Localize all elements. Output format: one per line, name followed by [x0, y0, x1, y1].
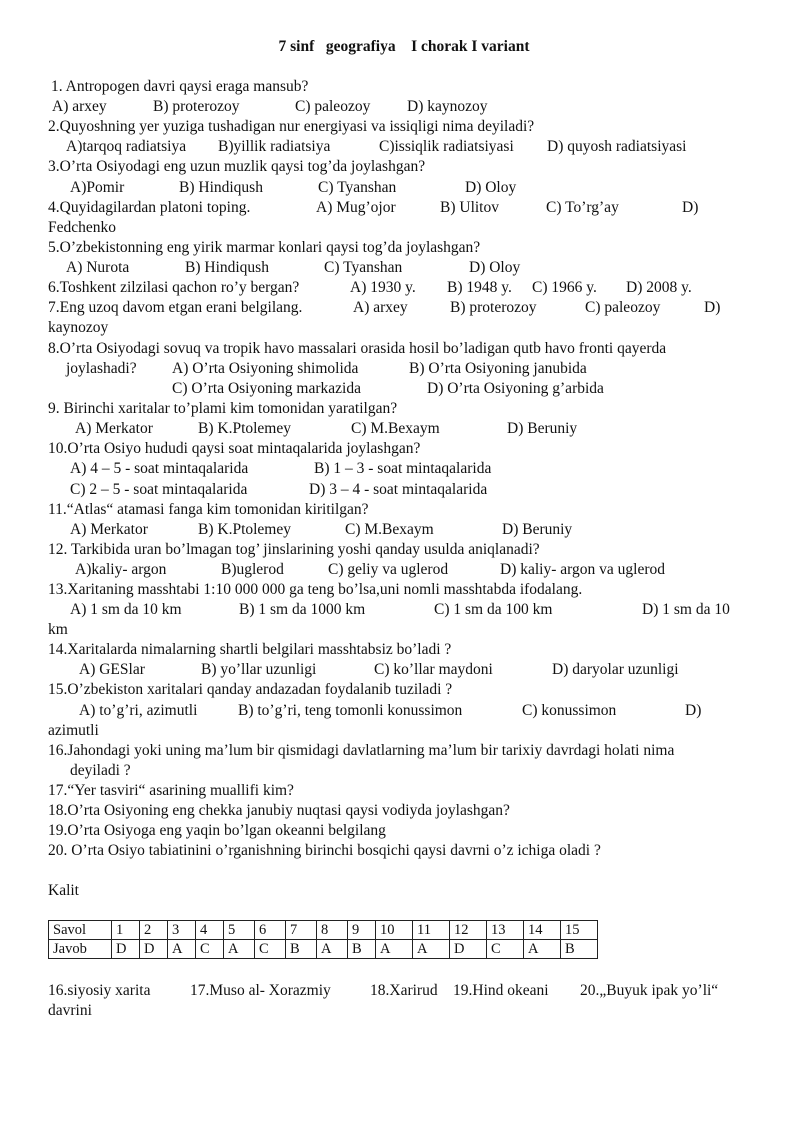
- question-text: 15.O’zbekiston xaritalari qanday andazadan foydalanib tuziladi ?: [48, 681, 453, 698]
- option-c: C) O’rta Osiyoning markazida: [172, 380, 361, 397]
- table-cell: 10: [376, 921, 413, 940]
- option-b: B) yo’llar uzunligi: [201, 661, 317, 678]
- option-d: D) Oloy: [469, 259, 521, 276]
- question-text: 2.Quyoshning yer yuziga tushadigan nur energiyasi va issiqligi nima deyiladi?: [48, 118, 535, 135]
- question-text: 16.Jahondagi yoki uning ma’lum bir qismidagi davlatlarning ma’lum bir tarixiy davrdagi holati nima: [48, 742, 675, 759]
- option-c: C) konussimon: [522, 702, 617, 719]
- option-b: B) 1 – 3 - soat mintaqalarida: [314, 460, 492, 477]
- table-cell: 7: [286, 921, 317, 940]
- option-a: A) Merkator: [70, 521, 148, 538]
- question-text: 17.“Yer tasviri“ asarining muallifi kim?: [48, 782, 294, 799]
- table-cell: A: [317, 940, 348, 959]
- question-text: 13.Xaritaning masshtabi 1:10 000 000 ga teng bo’lsa,uni nomli masshtabda ifodalang.: [48, 581, 583, 598]
- option-c: C) paleozoy: [295, 98, 371, 115]
- table-cell: 8: [317, 921, 348, 940]
- table-row: [49, 921, 598, 940]
- table-cell: A: [524, 940, 561, 959]
- option-d: D) 2008 y.: [626, 279, 692, 296]
- option-b: B) O’rta Osiyoning janubida: [409, 360, 587, 377]
- option-d: D) kaliy- argon va uglerod: [500, 561, 665, 578]
- option-b: B) Ulitov: [440, 199, 499, 216]
- table-cell: B: [348, 940, 376, 959]
- option-a: A) arxey: [52, 98, 107, 115]
- table-cell: 3: [168, 921, 196, 940]
- question-text: 18.O’rta Osiyoning eng chekka janubiy nuqtasi qaysi vodiyda joylashgan?: [48, 802, 510, 819]
- option-b: B) Hindiqush: [179, 179, 263, 196]
- option-c: C) ko’llar maydoni: [374, 661, 493, 678]
- table-cell: 14: [524, 921, 561, 940]
- table-cell: 9: [348, 921, 376, 940]
- option-b: B) proterozoy: [450, 299, 537, 316]
- row-label-savol: Savol: [49, 921, 112, 940]
- question-text: 12. Tarkibida uran bo’lmagan tog’ jinslarining yoshi qanday usulda aniqlanadi?: [48, 541, 540, 558]
- option-c: C) 2 – 5 - soat mintaqalarida: [70, 481, 248, 498]
- option-d: D) Beruniy: [502, 521, 573, 538]
- option-a: A) to’g’ri, azimutli: [79, 702, 198, 719]
- table-cell: 15: [561, 921, 598, 940]
- question-text: 5.O’zbekistonning eng yirik marmar konlari qaysi tog’da joylashgan?: [48, 239, 481, 256]
- answer-17: 17.Muso al- Xorazmiy: [190, 982, 331, 999]
- table-cell: A: [376, 940, 413, 959]
- table-cell: 1: [112, 921, 140, 940]
- table-cell: A: [168, 940, 196, 959]
- option-d-text: km: [48, 621, 68, 638]
- option-d-text: kaynozoy: [48, 319, 109, 336]
- option-d: D) daryolar uzunligi: [552, 661, 679, 678]
- table-row: [49, 940, 598, 959]
- option-d: D) Oloy: [465, 179, 517, 196]
- table-cell: 12: [450, 921, 487, 940]
- answer-16: 16.siyosiy xarita: [48, 982, 151, 999]
- option-a: A)Pomir: [70, 179, 125, 196]
- table-cell: A: [224, 940, 255, 959]
- question-text: 20. O’rta Osiyo tabiatinini o’rganishning birinchi bosqichi qaysi davrni o’z ichiga oladi ?: [48, 842, 601, 859]
- table-cell: 5: [224, 921, 255, 940]
- option-a: A) Nurota: [66, 259, 130, 276]
- table-cell: D: [112, 940, 140, 959]
- option-d-text: Fedchenko: [48, 219, 117, 236]
- option-c: C) To’rg’ay: [546, 199, 619, 216]
- table-cell: 2: [140, 921, 168, 940]
- question-text: 14.Xaritalarda nimalarning shartli belgilari masshtabsiz bo’ladi ?: [48, 641, 452, 658]
- option-d: D): [704, 299, 721, 316]
- table-cell: 11: [413, 921, 450, 940]
- table-cell: A: [413, 940, 450, 959]
- option-c: C) M.Bexaym: [345, 521, 434, 538]
- option-b: B) proterozoy: [153, 98, 240, 115]
- table-cell: B: [286, 940, 317, 959]
- answer-20-continued: davrini: [48, 1002, 92, 1019]
- option-c: C) Tyanshan: [324, 259, 403, 276]
- question-text: 6.Toshkent zilzilasi qachon ro’y bergan?: [48, 279, 300, 296]
- option-a: A) Merkator: [75, 420, 153, 437]
- option-a: A)kaliy- argon: [75, 561, 167, 578]
- option-a: A) GESlar: [79, 661, 145, 678]
- row-label-javob: Javob: [49, 940, 112, 959]
- question-text: 4.Quyidagilardan platoni toping.: [48, 199, 251, 216]
- question-text: 11.“Atlas“ atamasi fanga kim tomonidan kiritilgan?: [48, 501, 369, 518]
- option-a: A) 1930 y.: [350, 279, 416, 296]
- option-d-text: azimutli: [48, 722, 99, 739]
- option-d: D): [682, 199, 699, 216]
- option-b: B) to’g’ri, teng tomonli konussimon: [238, 702, 463, 719]
- table-cell: 6: [255, 921, 286, 940]
- answer-key-heading-text: Kalit: [48, 882, 79, 899]
- option-b: B) 1948 y.: [447, 279, 512, 296]
- question-text: 19.O’rta Osiyoga eng yaqin bo’lgan okeanni belgilang: [48, 822, 386, 839]
- option-b: B) K.Ptolemey: [198, 521, 291, 538]
- option-a: A) 4 – 5 - soat mintaqalarida: [70, 460, 249, 477]
- question-text: 3.O’rta Osiyodagi eng uzun muzlik qaysi tog’da joylashgan?: [48, 158, 426, 175]
- option-c: C) M.Bexaym: [351, 420, 440, 437]
- option-d: D) Beruniy: [507, 420, 578, 437]
- option-d: D) O’rta Osiyoning g’arbida: [427, 380, 604, 397]
- question-text: 1. Antropogen davri qaysi eraga mansub?: [51, 78, 309, 95]
- question-text: 7.Eng uzoq davom etgan erani belgilang.: [48, 299, 303, 316]
- answer-key-table: [48, 920, 598, 959]
- table-cell: C: [487, 940, 524, 959]
- option-c: C) Tyanshan: [318, 179, 397, 196]
- option-a: A) arxey: [353, 299, 408, 316]
- option-d: D) kaynozoy: [407, 98, 488, 115]
- page-title: 7 sinf geografiya I chorak I variant: [278, 38, 530, 55]
- question-text-continued: joylashadi?: [66, 360, 137, 377]
- option-b: B)yillik radiatsiya: [218, 138, 331, 155]
- option-c: C) 1966 y.: [532, 279, 597, 296]
- option-a: A) O’rta Osiyoning shimolida: [172, 360, 359, 377]
- option-a: A) 1 sm da 10 km: [70, 601, 182, 618]
- option-c: C)issiqlik radiatsiyasi: [379, 138, 514, 155]
- option-d: D) 1 sm da 10: [642, 601, 730, 618]
- option-a: A)tarqoq radiatsiya: [66, 138, 187, 155]
- option-b: B) K.Ptolemey: [198, 420, 291, 437]
- answer-18: 18.Xarirud: [370, 982, 438, 999]
- table-cell: C: [255, 940, 286, 959]
- table-cell: B: [561, 940, 598, 959]
- answer-20: 20.„Buyuk ipak yo’li“: [580, 982, 719, 999]
- option-a: A) Mug’ojor: [316, 199, 396, 216]
- answer-19: 19.Hind okeani: [453, 982, 549, 999]
- option-d: D): [685, 702, 702, 719]
- question-text: 9. Birinchi xaritalar to’plami kim tomonidan yaratilgan?: [48, 400, 398, 417]
- option-c: C) paleozoy: [585, 299, 661, 316]
- table-cell: 13: [487, 921, 524, 940]
- question-text-continued: deyiladi ?: [70, 762, 131, 779]
- option-b: B)uglerod: [221, 561, 284, 578]
- option-c: C) geliy va uglerod: [328, 561, 449, 578]
- table-cell: 4: [196, 921, 224, 940]
- question-text: 10.O’rta Osiyo hududi qaysi soat mintaqalarida joylashgan?: [48, 440, 421, 457]
- option-b: B) Hindiqush: [185, 259, 269, 276]
- table-cell: D: [450, 940, 487, 959]
- table-cell: D: [140, 940, 168, 959]
- question-text: 8.O’rta Osiyodagi sovuq va tropik havo massalari orasida hosil bo’ladigan qutb havo fronti qayerda: [48, 340, 667, 357]
- table-cell: C: [196, 940, 224, 959]
- option-d: D) 3 – 4 - soat mintaqalarida: [309, 481, 488, 498]
- option-b: B) 1 sm da 1000 km: [239, 601, 366, 618]
- option-d: D) quyosh radiatsiyasi: [547, 138, 687, 155]
- option-c: C) 1 sm da 100 km: [434, 601, 553, 618]
